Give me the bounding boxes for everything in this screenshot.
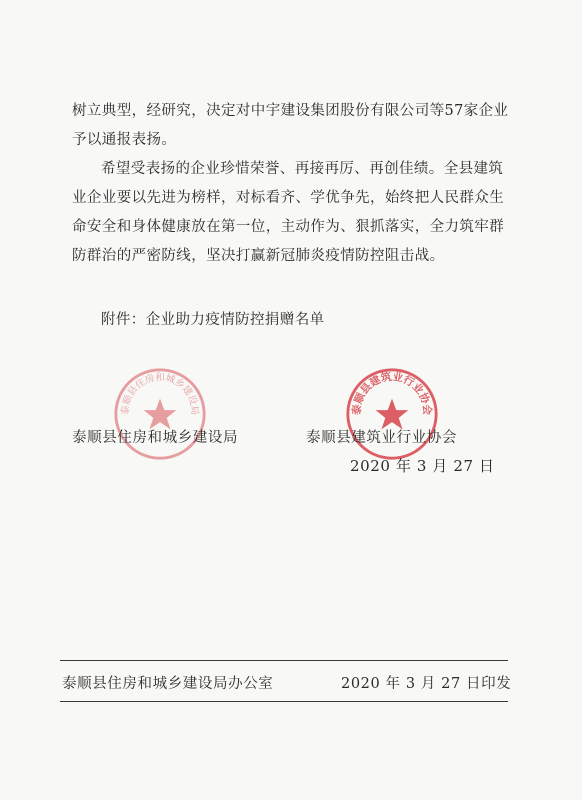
left-official-seal bbox=[112, 366, 208, 462]
footer-rule-bottom bbox=[60, 701, 508, 702]
footer-rule-top bbox=[60, 660, 508, 661]
issuer-left: 泰顺县住房和城乡建设局 bbox=[72, 430, 239, 446]
right-official-seal bbox=[344, 366, 440, 462]
footer-print-date: 2020 年 3 月 27 日印发 bbox=[341, 676, 512, 692]
left-seal-text: 泰顺县住房和城乡建设局 bbox=[120, 372, 200, 416]
attachment-note: 附件：企业助力疫情防控捐赠名单 bbox=[101, 312, 325, 328]
body-paragraph-1: 树立典型，经研究，决定对中宇建设集团股份有限公司等57家企业予以通报表扬。 bbox=[72, 103, 509, 148]
body-paragraph-2: 希望受表扬的企业珍惜荣誉、再接再厉、再创佳绩。全县建筑业企业要以先进为榜样，对标看齐、学优争先，始终把人民群众生命安全和身体健康放在第一位，主动作为、狠抓落实，全力筑牢群防群治的严密防线，坚决打赢新冠肺炎疫情防控阻击战。 bbox=[72, 161, 505, 264]
issue-date: 2020 年 3 月 27 日 bbox=[350, 457, 495, 475]
right-seal-text: 泰顺县建筑业行业协会 bbox=[351, 371, 433, 416]
footer-office: 泰顺县住房和城乡建设局办公室 bbox=[62, 676, 274, 692]
issuer-right: 泰顺县建筑业行业协会 bbox=[306, 430, 457, 446]
